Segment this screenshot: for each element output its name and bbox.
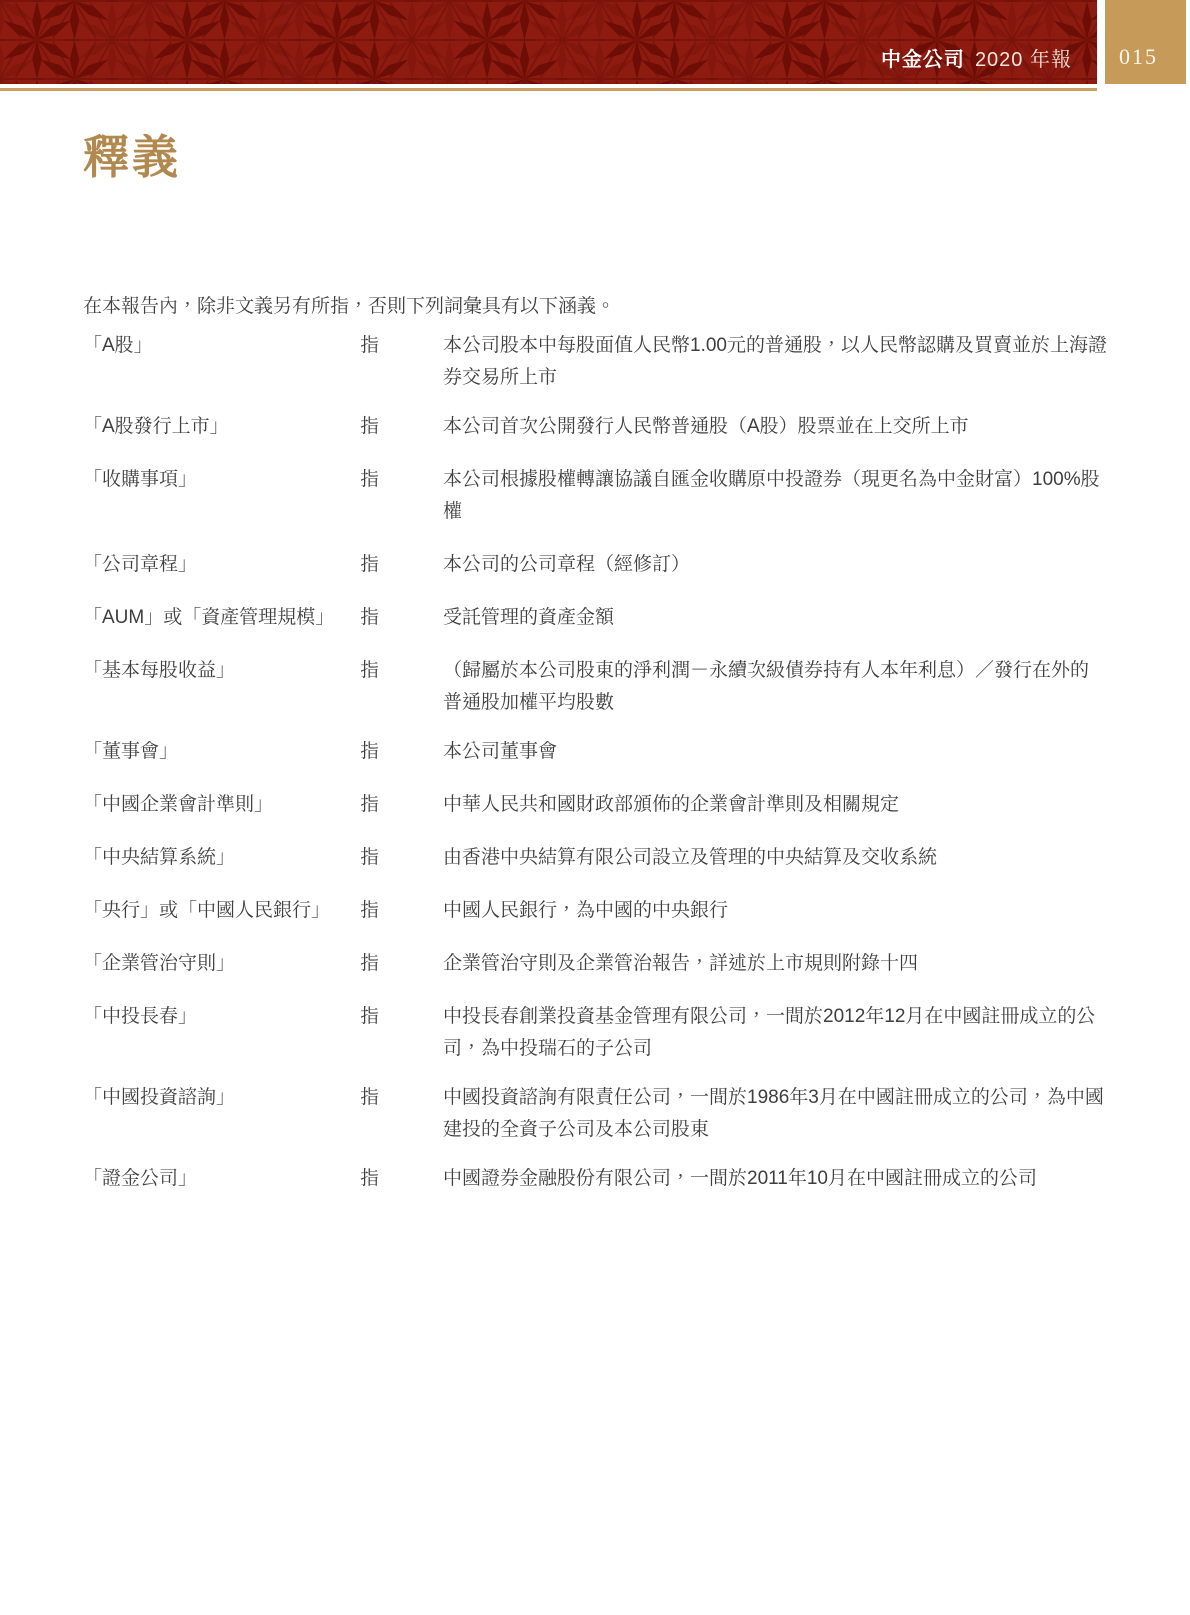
definition-text: 中國證券金融股份有限公司，一間於2011年10月在中國註冊成立的公司 (443, 1168, 1037, 1189)
definition-term: 「中國投資諮詢」 (83, 1087, 236, 1108)
definition-term: 「證金公司」 (83, 1168, 198, 1189)
definition-row (83, 549, 1107, 581)
definition-text: 中國投資諮詢有限責任公司，一間於1986年3月在中國註冊成立的公司，為中國建投的全資子公司及本公司股東 (443, 1087, 1104, 1140)
definition-connector: 指 (360, 794, 380, 815)
definition-connector: 指 (360, 847, 380, 868)
definition-term: 「中央結算系統」 (83, 847, 236, 868)
definition-text: 企業管治守則及企業管治報告，詳述於上市規則附錄十四 (443, 953, 919, 974)
definition-row (83, 464, 1107, 528)
definition-term: 「基本每股收益」 (83, 660, 236, 681)
definition-term: 「AUM」或「資產管理規模」 (83, 607, 335, 628)
definition-row (83, 655, 1107, 719)
definition-connector: 指 (360, 416, 380, 437)
definition-row (83, 1001, 1107, 1065)
definition-text: 受託管理的資產金額 (443, 607, 615, 628)
definition-connector: 指 (360, 469, 380, 490)
company-name: 中金公司 (880, 49, 965, 71)
definition-row (83, 948, 1107, 980)
definition-connector: 指 (360, 660, 380, 681)
definition-connector: 指 (360, 1168, 380, 1189)
asanoha-pattern-icon (0, 0, 1097, 84)
definition-row (83, 842, 1107, 874)
definition-text: 中投長春創業投資基金管理有限公司，一間於2012年12月在中國註冊成立的公司，為中投瑞石的子公司 (443, 1006, 1096, 1059)
definition-row (83, 1082, 1107, 1146)
page-number-box (1105, 0, 1186, 84)
intro-text: 在本報告內，除非文義另有所指，否則下列詞彙具有以下涵義。 (83, 296, 616, 317)
definition-text: 本公司董事會 (443, 741, 558, 762)
definition-text: 中華人民共和國財政部頒佈的企業會計準則及相關規定 (443, 794, 900, 815)
definition-connector: 指 (360, 741, 380, 762)
header-brand (881, 49, 1072, 71)
definition-term: 「中投長春」 (83, 1006, 198, 1027)
definition-text: 本公司的公司章程（經修訂） (443, 554, 691, 575)
definition-row (83, 411, 1107, 443)
report-year: 2020 年報 (974, 49, 1072, 71)
definition-connector: 指 (360, 335, 380, 356)
definition-term: 「企業管治守則」 (83, 953, 236, 974)
definition-term: 「A股」 (83, 335, 153, 356)
definition-row (83, 789, 1107, 821)
definition-text: 中國人民銀行，為中國的中央銀行 (443, 900, 729, 921)
definition-row (83, 330, 1107, 394)
definition-connector: 指 (360, 554, 380, 575)
definition-term: 「A股發行上市」 (83, 416, 229, 437)
definition-connector: 指 (360, 607, 380, 628)
definition-connector: 指 (360, 900, 380, 921)
definition-term: 「董事會」 (83, 741, 179, 762)
definition-text: 本公司根據股權轉讓協議自匯金收購原中投證券（現更名為中金財富）100%股權 (443, 469, 1100, 522)
page-title: 釋義 (83, 131, 181, 183)
definition-connector: 指 (360, 953, 380, 974)
definition-term: 「央行」或「中國人民銀行」 (83, 900, 331, 921)
definitions-list (83, 330, 1107, 1216)
header-band (0, 0, 1097, 84)
definition-connector: 指 (360, 1087, 380, 1108)
definition-term: 「中國企業會計準則」 (83, 794, 274, 815)
definition-row (83, 895, 1107, 927)
definition-row (83, 1163, 1107, 1195)
definition-term: 「收購事項」 (83, 469, 198, 490)
definition-term: 「公司章程」 (83, 554, 198, 575)
definition-text: 本公司股本中每股面值人民幣1.00元的普通股，以人民幣認購及買賣並於上海證券交易所上市 (443, 335, 1107, 388)
definition-row (83, 736, 1107, 768)
definition-text: 本公司首次公開發行人民幣普通股（A股）股票並在上交所上市 (443, 416, 969, 437)
definition-text: 由香港中央結算有限公司設立及管理的中央結算及交收系統 (443, 847, 938, 868)
definition-row (83, 602, 1107, 634)
definition-connector: 指 (360, 1006, 380, 1027)
definition-text: （歸屬於本公司股東的淨利潤－永續次級債券持有人本年利息）／發行在外的普通股加權平均股數 (443, 660, 1090, 713)
page-number: 015 (1119, 44, 1158, 69)
header-divider (0, 88, 1097, 91)
